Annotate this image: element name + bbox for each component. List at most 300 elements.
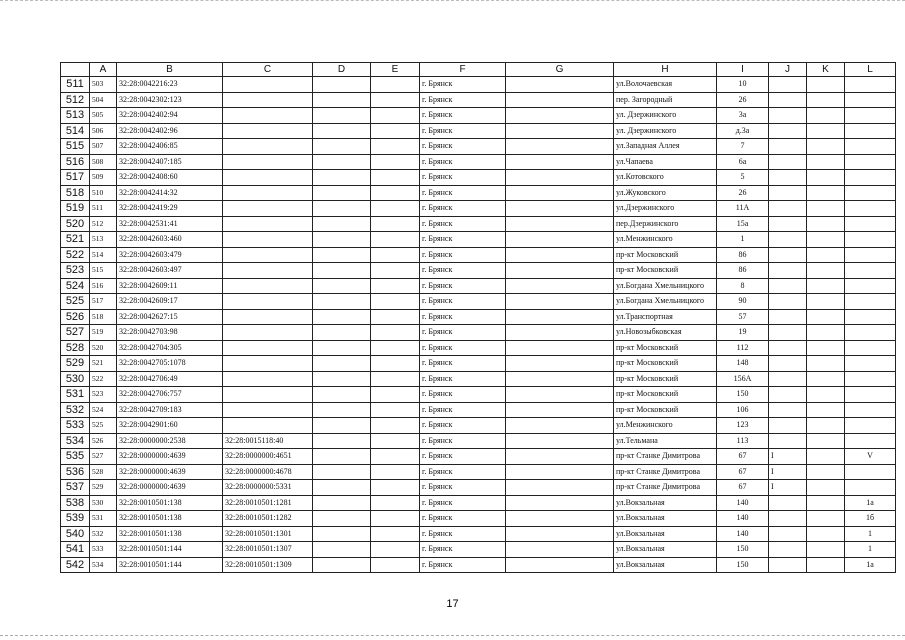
cell-l[interactable] [845,356,896,372]
cell-j[interactable] [769,170,807,186]
cell-b-cadastral-number[interactable]: 32:28:0010501:138 [117,511,223,527]
cell-b-cadastral-number[interactable]: 32:28:0042603:460 [117,232,223,248]
cell-j[interactable] [769,402,807,418]
cell-c-cadastral-number[interactable] [223,387,313,403]
cell-c-cadastral-number[interactable]: 32:28:0010501:1282 [223,511,313,527]
cell-h-street[interactable]: ул.Жуковского [614,185,717,201]
cell-b-cadastral-number[interactable]: 32:28:0042706:49 [117,371,223,387]
cell-j[interactable] [769,247,807,263]
cell-i-house[interactable]: д.3а [717,123,769,139]
cell-a[interactable]: 534 [90,557,117,573]
cell-c-cadastral-number[interactable]: 32:28:0000000:4651 [223,449,313,465]
cell-j[interactable] [769,278,807,294]
cell-a[interactable]: 529 [90,480,117,496]
cell-h-street[interactable]: ул. Дзержинского [614,123,717,139]
cell-e[interactable] [371,480,420,496]
cell-e[interactable] [371,232,420,248]
cell-a[interactable]: 521 [90,356,117,372]
cell-f-city[interactable]: г. Брянск [420,139,506,155]
cell-i-house[interactable]: 10 [717,77,769,93]
cell-g[interactable] [506,340,614,356]
cell-l[interactable] [845,371,896,387]
cell-a[interactable]: 531 [90,511,117,527]
row-header[interactable]: 542 [61,557,90,573]
cell-b-cadastral-number[interactable]: 32:28:0010501:144 [117,542,223,558]
cell-f-city[interactable]: г. Брянск [420,201,506,217]
row-header[interactable]: 524 [61,278,90,294]
cell-a[interactable]: 524 [90,402,117,418]
cell-d[interactable] [313,340,371,356]
cell-f-city[interactable]: г. Брянск [420,77,506,93]
cell-d[interactable] [313,495,371,511]
cell-e[interactable] [371,201,420,217]
cell-b-cadastral-number[interactable]: 32:28:0042407:185 [117,154,223,170]
cell-l[interactable] [845,278,896,294]
column-header-a[interactable]: A [90,63,117,77]
column-header-k[interactable]: K [807,63,845,77]
cell-d[interactable] [313,356,371,372]
cell-c-cadastral-number[interactable] [223,294,313,310]
cell-i-house[interactable]: 8 [717,278,769,294]
row-header[interactable]: 533 [61,418,90,434]
cell-d[interactable] [313,232,371,248]
cell-a[interactable]: 503 [90,77,117,93]
cell-h-street[interactable]: ул. Дзержинского [614,108,717,124]
cell-e[interactable] [371,402,420,418]
cell-h-street[interactable]: ул.Богдана Хмельницкого [614,278,717,294]
cell-e[interactable] [371,154,420,170]
cell-h-street[interactable]: ул.Транспортная [614,309,717,325]
cell-b-cadastral-number[interactable]: 32:28:0042709:183 [117,402,223,418]
cell-j[interactable] [769,185,807,201]
cell-g[interactable] [506,108,614,124]
cell-b-cadastral-number[interactable]: 32:28:0042704:305 [117,340,223,356]
cell-h-street[interactable]: ул.Вокзальная [614,495,717,511]
cell-l[interactable] [845,325,896,341]
cell-j[interactable] [769,154,807,170]
cell-k[interactable] [807,511,845,527]
cell-a[interactable]: 511 [90,201,117,217]
cell-i-house[interactable]: 113 [717,433,769,449]
cell-f-city[interactable]: г. Брянск [420,170,506,186]
cell-f-city[interactable]: г. Брянск [420,108,506,124]
cell-e[interactable] [371,139,420,155]
cell-d[interactable] [313,108,371,124]
cell-l[interactable] [845,170,896,186]
cell-k[interactable] [807,371,845,387]
cell-i-house[interactable]: 140 [717,495,769,511]
cell-c-cadastral-number[interactable] [223,278,313,294]
cell-k[interactable] [807,433,845,449]
cell-c-cadastral-number[interactable]: 32:28:0010501:1309 [223,557,313,573]
cell-h-street[interactable]: ул.Котовского [614,170,717,186]
cell-e[interactable] [371,216,420,232]
cell-b-cadastral-number[interactable]: 32:28:0042406:85 [117,139,223,155]
row-header[interactable]: 537 [61,480,90,496]
cell-f-city[interactable]: г. Брянск [420,278,506,294]
cell-e[interactable] [371,170,420,186]
cell-f-city[interactable]: г. Брянск [420,309,506,325]
cell-e[interactable] [371,340,420,356]
cell-a[interactable]: 526 [90,433,117,449]
cell-f-city[interactable]: г. Брянск [420,402,506,418]
cell-e[interactable] [371,123,420,139]
cell-b-cadastral-number[interactable]: 32:28:0000000:4639 [117,449,223,465]
cell-e[interactable] [371,557,420,573]
cell-j[interactable] [769,418,807,434]
cell-f-city[interactable]: г. Брянск [420,247,506,263]
cell-i-house[interactable]: 15а [717,216,769,232]
cell-b-cadastral-number[interactable]: 32:28:0042706:757 [117,387,223,403]
row-header[interactable]: 519 [61,201,90,217]
cell-g[interactable] [506,356,614,372]
cell-a[interactable]: 518 [90,309,117,325]
cell-b-cadastral-number[interactable]: 32:28:0010501:138 [117,526,223,542]
cell-a[interactable]: 532 [90,526,117,542]
cell-e[interactable] [371,542,420,558]
row-header[interactable]: 534 [61,433,90,449]
cell-h-street[interactable]: ул.Чапаева [614,154,717,170]
cell-d[interactable] [313,77,371,93]
column-header-l[interactable]: L [845,63,896,77]
cell-k[interactable] [807,139,845,155]
cell-g[interactable] [506,464,614,480]
row-header[interactable]: 515 [61,139,90,155]
cell-g[interactable] [506,154,614,170]
cell-c-cadastral-number[interactable]: 32:28:0015118:40 [223,433,313,449]
cell-h-street[interactable]: пр-кт Московский [614,263,717,279]
cell-g[interactable] [506,371,614,387]
cell-k[interactable] [807,356,845,372]
cell-f-city[interactable]: г. Брянск [420,92,506,108]
cell-b-cadastral-number[interactable]: 32:28:0042603:479 [117,247,223,263]
cell-j[interactable]: I [769,480,807,496]
cell-h-street[interactable]: пер.Дзержинского [614,216,717,232]
cell-d[interactable] [313,449,371,465]
cell-f-city[interactable]: г. Брянск [420,340,506,356]
cell-e[interactable] [371,449,420,465]
cell-k[interactable] [807,464,845,480]
cell-d[interactable] [313,371,371,387]
cell-g[interactable] [506,511,614,527]
cell-l[interactable] [845,309,896,325]
cell-i-house[interactable]: 67 [717,480,769,496]
cell-e[interactable] [371,387,420,403]
cell-l[interactable]: 1а [845,557,896,573]
cell-l[interactable] [845,92,896,108]
cell-j[interactable]: I [769,464,807,480]
cell-a[interactable]: 515 [90,263,117,279]
cell-k[interactable] [807,402,845,418]
cell-d[interactable] [313,139,371,155]
cell-k[interactable] [807,480,845,496]
cell-b-cadastral-number[interactable]: 32:28:0010501:138 [117,495,223,511]
cell-j[interactable] [769,340,807,356]
cell-b-cadastral-number[interactable]: 32:28:0042609:11 [117,278,223,294]
cell-h-street[interactable]: ул.Богдана Хмельницкого [614,294,717,310]
cell-c-cadastral-number[interactable] [223,232,313,248]
cell-e[interactable] [371,356,420,372]
cell-g[interactable] [506,325,614,341]
row-header[interactable]: 538 [61,495,90,511]
cell-l[interactable]: 1 [845,526,896,542]
cell-i-house[interactable]: 148 [717,356,769,372]
column-header-i[interactable]: I [717,63,769,77]
cell-f-city[interactable]: г. Брянск [420,511,506,527]
row-header[interactable]: 517 [61,170,90,186]
cell-c-cadastral-number[interactable] [223,77,313,93]
cell-b-cadastral-number[interactable]: 32:28:0042402:94 [117,108,223,124]
cell-k[interactable] [807,526,845,542]
cell-f-city[interactable]: г. Брянск [420,356,506,372]
cell-k[interactable] [807,278,845,294]
cell-a[interactable]: 522 [90,371,117,387]
cell-c-cadastral-number[interactable] [223,247,313,263]
cell-l[interactable]: 1б [845,511,896,527]
row-header[interactable]: 526 [61,309,90,325]
corner-cell[interactable] [61,63,90,77]
cell-a[interactable]: 514 [90,247,117,263]
cell-i-house[interactable]: 3а [717,108,769,124]
cell-f-city[interactable]: г. Брянск [420,480,506,496]
cell-g[interactable] [506,170,614,186]
cell-k[interactable] [807,77,845,93]
column-header-e[interactable]: E [371,63,420,77]
cell-c-cadastral-number[interactable] [223,356,313,372]
cell-e[interactable] [371,278,420,294]
cell-h-street[interactable]: ул.Западная Аллея [614,139,717,155]
cell-j[interactable] [769,294,807,310]
cell-d[interactable] [313,154,371,170]
row-header[interactable]: 512 [61,92,90,108]
cell-e[interactable] [371,418,420,434]
cell-d[interactable] [313,511,371,527]
cell-a[interactable]: 510 [90,185,117,201]
cell-f-city[interactable]: г. Брянск [420,123,506,139]
cell-a[interactable]: 516 [90,278,117,294]
cell-l[interactable] [845,433,896,449]
cell-f-city[interactable]: г. Брянск [420,449,506,465]
cell-j[interactable] [769,201,807,217]
cell-g[interactable] [506,449,614,465]
cell-c-cadastral-number[interactable]: 32:28:0010501:1301 [223,526,313,542]
cell-k[interactable] [807,449,845,465]
cell-i-house[interactable]: 150 [717,542,769,558]
cell-a[interactable]: 533 [90,542,117,558]
cell-d[interactable] [313,185,371,201]
row-header[interactable]: 521 [61,232,90,248]
row-header[interactable]: 529 [61,356,90,372]
cell-d[interactable] [313,418,371,434]
cell-a[interactable]: 517 [90,294,117,310]
cell-d[interactable] [313,542,371,558]
cell-b-cadastral-number[interactable]: 32:28:0010501:144 [117,557,223,573]
cell-i-house[interactable]: 67 [717,464,769,480]
cell-c-cadastral-number[interactable] [223,371,313,387]
cell-g[interactable] [506,542,614,558]
cell-g[interactable] [506,418,614,434]
cell-k[interactable] [807,108,845,124]
cell-d[interactable] [313,557,371,573]
cell-k[interactable] [807,557,845,573]
cell-b-cadastral-number[interactable]: 32:28:0042419:29 [117,201,223,217]
cell-i-house[interactable]: 67 [717,449,769,465]
cell-b-cadastral-number[interactable]: 32:28:0042609:17 [117,294,223,310]
cell-d[interactable] [313,263,371,279]
cell-h-street[interactable]: пр-кт Московский [614,247,717,263]
cell-i-house[interactable]: 86 [717,263,769,279]
cell-j[interactable] [769,433,807,449]
cell-f-city[interactable]: г. Брянск [420,216,506,232]
cell-c-cadastral-number[interactable] [223,325,313,341]
row-header[interactable]: 528 [61,340,90,356]
cell-d[interactable] [313,123,371,139]
cell-c-cadastral-number[interactable]: 32:28:0010501:1281 [223,495,313,511]
cell-e[interactable] [371,247,420,263]
cell-d[interactable] [313,402,371,418]
cell-l[interactable] [845,108,896,124]
cell-j[interactable] [769,77,807,93]
cell-j[interactable] [769,92,807,108]
cell-l[interactable] [845,154,896,170]
cell-g[interactable] [506,433,614,449]
cell-k[interactable] [807,185,845,201]
cell-l[interactable] [845,263,896,279]
cell-i-house[interactable]: 6а [717,154,769,170]
cell-l[interactable] [845,294,896,310]
cell-l[interactable] [845,123,896,139]
cell-k[interactable] [807,309,845,325]
cell-i-house[interactable]: 86 [717,247,769,263]
cell-h-street[interactable]: ул.Вокзальная [614,526,717,542]
row-header[interactable]: 541 [61,542,90,558]
cell-f-city[interactable]: г. Брянск [420,542,506,558]
column-header-f[interactable]: F [420,63,506,77]
cell-f-city[interactable]: г. Брянск [420,526,506,542]
cell-a[interactable]: 527 [90,449,117,465]
cell-e[interactable] [371,495,420,511]
cell-h-street[interactable]: ул.Новозыбковская [614,325,717,341]
row-header[interactable]: 523 [61,263,90,279]
cell-c-cadastral-number[interactable] [223,309,313,325]
row-header[interactable]: 525 [61,294,90,310]
cell-k[interactable] [807,201,845,217]
cell-f-city[interactable]: г. Брянск [420,154,506,170]
cell-i-house[interactable]: 140 [717,511,769,527]
cell-c-cadastral-number[interactable] [223,201,313,217]
cell-c-cadastral-number[interactable] [223,123,313,139]
cell-f-city[interactable]: г. Брянск [420,232,506,248]
cell-b-cadastral-number[interactable]: 32:28:0042408:60 [117,170,223,186]
cell-i-house[interactable]: 57 [717,309,769,325]
cell-b-cadastral-number[interactable]: 32:28:0042216:23 [117,77,223,93]
cell-d[interactable] [313,387,371,403]
column-header-b[interactable]: B [117,63,223,77]
cell-b-cadastral-number[interactable]: 32:28:0042901:60 [117,418,223,434]
cell-k[interactable] [807,294,845,310]
cell-g[interactable] [506,294,614,310]
cell-h-street[interactable]: пр-кт Московский [614,402,717,418]
cell-a[interactable]: 508 [90,154,117,170]
cell-i-house[interactable]: 1 [717,232,769,248]
cell-h-street[interactable]: ул.Менжинского [614,232,717,248]
cell-j[interactable] [769,542,807,558]
cell-g[interactable] [506,387,614,403]
cell-g[interactable] [506,309,614,325]
cell-a[interactable]: 512 [90,216,117,232]
cell-d[interactable] [313,294,371,310]
cell-l[interactable]: 1а [845,495,896,511]
cell-b-cadastral-number[interactable]: 32:28:0000000:4639 [117,480,223,496]
cell-e[interactable] [371,325,420,341]
cell-f-city[interactable]: г. Брянск [420,387,506,403]
cell-j[interactable] [769,108,807,124]
cell-i-house[interactable]: 140 [717,526,769,542]
cell-h-street[interactable]: ул.Дзержинского [614,201,717,217]
cell-h-street[interactable]: пер. Загородный [614,92,717,108]
cell-j[interactable] [769,232,807,248]
cell-a[interactable]: 525 [90,418,117,434]
cell-a[interactable]: 520 [90,340,117,356]
cell-b-cadastral-number[interactable]: 32:28:0042705:1078 [117,356,223,372]
cell-g[interactable] [506,480,614,496]
cell-e[interactable] [371,464,420,480]
cell-h-street[interactable]: ул.Менжинского [614,418,717,434]
cell-l[interactable] [845,340,896,356]
cell-f-city[interactable]: г. Брянск [420,371,506,387]
cell-k[interactable] [807,495,845,511]
row-header[interactable]: 527 [61,325,90,341]
cell-k[interactable] [807,154,845,170]
cell-i-house[interactable]: 90 [717,294,769,310]
cell-l[interactable] [845,201,896,217]
cell-h-street[interactable]: пр-кт Станке Димитрова [614,464,717,480]
cell-b-cadastral-number[interactable]: 32:28:0000000:4639 [117,464,223,480]
cell-l[interactable] [845,480,896,496]
cell-g[interactable] [506,263,614,279]
cell-k[interactable] [807,325,845,341]
cell-a[interactable]: 523 [90,387,117,403]
column-header-j[interactable]: J [769,63,807,77]
cell-i-house[interactable]: 150 [717,557,769,573]
cell-e[interactable] [371,433,420,449]
cell-e[interactable] [371,108,420,124]
cell-a[interactable]: 528 [90,464,117,480]
cell-f-city[interactable]: г. Брянск [420,263,506,279]
cell-b-cadastral-number[interactable]: 32:28:0042703:98 [117,325,223,341]
cell-k[interactable] [807,92,845,108]
cell-k[interactable] [807,418,845,434]
cell-e[interactable] [371,92,420,108]
cell-a[interactable]: 505 [90,108,117,124]
cell-c-cadastral-number[interactable] [223,340,313,356]
cell-e[interactable] [371,263,420,279]
cell-f-city[interactable]: г. Брянск [420,433,506,449]
cell-l[interactable] [845,139,896,155]
cell-i-house[interactable]: 5 [717,170,769,186]
cell-j[interactable] [769,371,807,387]
cell-j[interactable] [769,526,807,542]
cell-l[interactable] [845,232,896,248]
cell-i-house[interactable]: 106 [717,402,769,418]
row-header[interactable]: 513 [61,108,90,124]
cell-k[interactable] [807,232,845,248]
cell-f-city[interactable]: г. Брянск [420,495,506,511]
cell-h-street[interactable]: ул.Волочаевская [614,77,717,93]
cell-k[interactable] [807,263,845,279]
cell-c-cadastral-number[interactable] [223,263,313,279]
cell-c-cadastral-number[interactable] [223,139,313,155]
